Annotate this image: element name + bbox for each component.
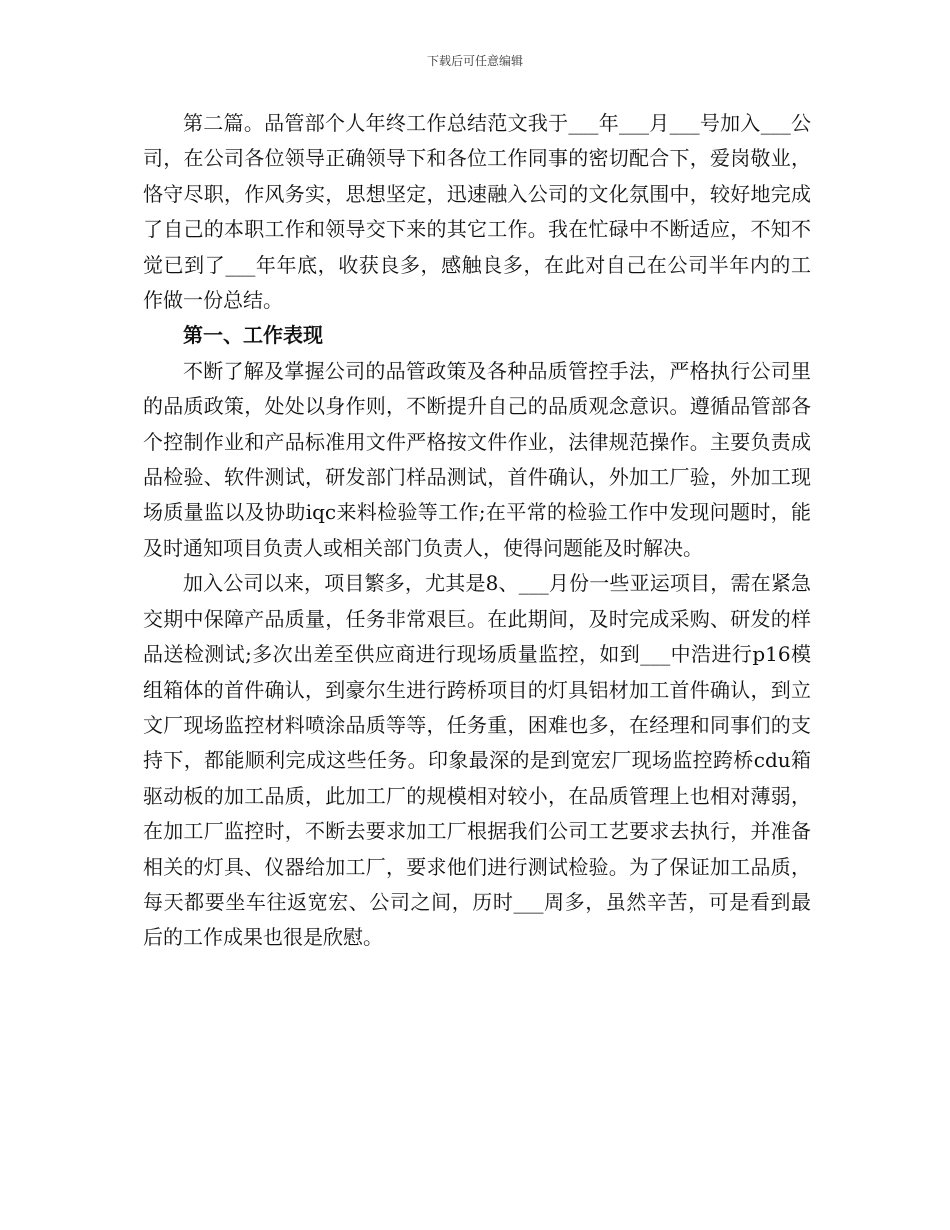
section-heading: 第一、工作表现	[183, 323, 323, 348]
body-paragraph: 不断了解及掌握公司的品管政策及各种品质管控手法，严格执行公司里的品质政策，处处以身作则，不断提升自己的品质观念意识。遵循品管部各个控制作业和产品标准用文件严格按文件作业，法律规范操作。主要负责成品检验、软件测试，研发部门样品测试，首件确认，外加工厂验，外加工现场质量监以及协助iqc来料检验等工作;在平常的检验工作中发现问题时，能及时通知项目负责人或相关部门负责人，使得问题能及时解决。	[143, 358, 811, 560]
body-paragraph: 加入公司以来，项目繁多，尤其是8、___月份一些亚运项目，需在紧急交期中保障产品质量，任务非常艰巨。在此期间，及时完成采购、研发的样品送检测试;多次出差至供应商进行现场质量监控，如到___中浩进行p16模组箱体的首件确认，到豪尔生进行跨桥项目的灯具铝材加工首件确认，到立文厂现场监控材料喷涂品质等等，任务重，困难也多，在经理和同事们的支持下，都能顺利完成这些任务。印象最深的是到宽宏厂现场监控跨桥cdu箱驱动板的加工品质，此加工厂的规模相对较小，在品质管理上也相对薄弱，在加工厂监控时，不断去要求加工厂根据我们公司工艺要求去执行，并准备相关的灯具、仪器给加工厂，要求他们进行测试检验。为了保证加工品质，每天都要坐车往返宽宏、公司之间，历时___周多，虽然辛苦，可是看到最后的工作成果也很是欣慰。	[143, 571, 811, 950]
intro-paragraph: 第二篇。品管部个人年终工作总结范文我于___年___月___号加入___公司，在公司各位领导正确领导下和各位工作同事的密切配合下，爱岗敬业，恪守尽职，作风务实，思想坚定，迅速融入公司的文化氛围中，较好地完成了自己的本职工作和领导交下来的其它工作。我在忙碌中不断适应，不知不觉已到了___年年底，收获良多，感触良多，在此对自己在公司半年内的工作做一份总结。	[143, 111, 811, 313]
document-body	[143, 106, 811, 956]
page-header-note: 下载后可任意编辑	[426, 54, 523, 68]
